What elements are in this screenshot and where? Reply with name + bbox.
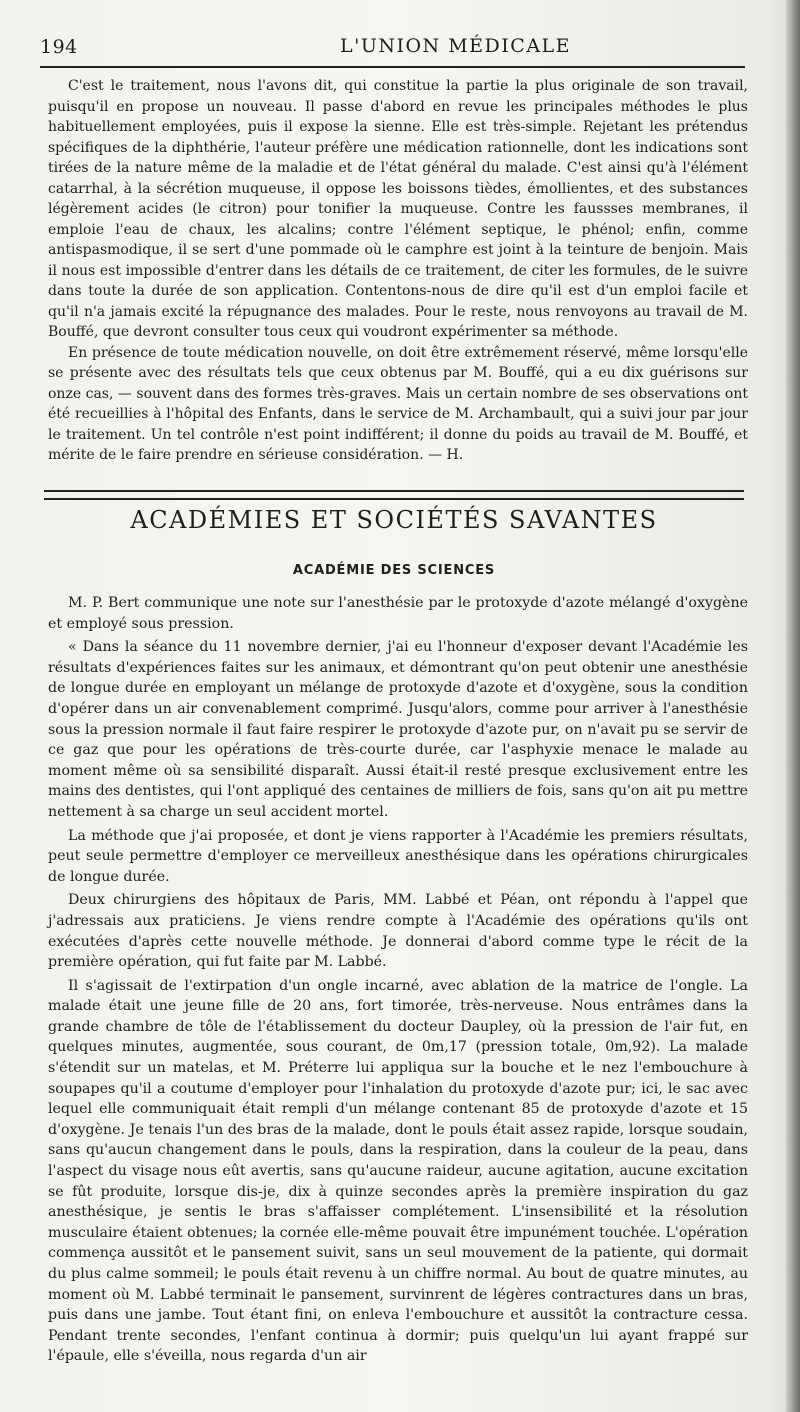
- page-binding-shadow: [786, 0, 800, 1412]
- review-paragraph: En présence de toute médication nouvelle, on doit être extrêmement réservé, même lorsqu'elle se présente avec des résultats tels que ceux obtenus par M. Bouffé, qui a eu dix guérisons sur onze cas, — souvent dans des formes très-graves. Mais un certain nombre de ses observations ont été recueillies à l'hôpital des Enfants, dans le service de M. Archambault, qui a suivi jour par jour le traitement. Un tel contrôle n'est point indifférent; il donne du poids au travail de M. Bouffé, et mérite de le faire prendre en sérieuse considération. — H.: [48, 344, 748, 463]
- academy-paragraph: M. P. Bert communique une note sur l'anesthésie par le protoxyde d'azote mélangé d'oxygène et employé sous pression.: [48, 595, 748, 632]
- header-rule: [40, 66, 745, 68]
- academy-paragraph: La méthode que j'ai proposée, et dont je viens rapporter à l'Académie les premiers résultats, peut seule permettre d'employer ce merveilleux anesthésique dans les opérations chirurgicales de longue durée.: [48, 827, 748, 885]
- academy-paragraph: Deux chirurgiens des hôpitaux de Paris, MM. Labbé et Péan, ont répondu à l'appel que j'adressais aux praticiens. Je viens rendre compte à l'Académie des opérations qu'ils ont exécutées d'après cette nouvelle méthode. Je donnerai d'abord comme type le récit de la première opération, qui fut faite par M. Labbé.: [48, 892, 748, 971]
- academy-paragraph: Il s'agissait de l'extirpation d'un ongle incarné, avec ablation de la matrice de l'ongle. La malade était une jeune fille de 20 ans, fort timorée, très-nerveuse. Nous entrâmes dans la grande chambre de tôle de l'établissement du docteur Daupley, où la pression de l'air fut, en quelques minutes, augmentée, sous courant, de 0m,17 (pression totale, 0m,92). La malade s'étendit sur un matelas, et M. Préterre lui appliqua sur la bouche et le nez l'embouchure à soupapes qu'il a coutume d'employer pour l'inhalation du protoxyde d'azote pur; ici, le sac avec lequel elle communiquait était rempli d'un mélange contenant 85 de protoxyde d'azote et 15 d'oxygène. Je tenais l'un des bras de la malade, dont le pouls était assez rapide, lorsque soudain, sans qu'aucun changement dans le pouls, dans la respiration, dans la couleur de la peau, dans l'aspect du visage nous eût avertis, sans qu'aucune raideur, aucune agitation, aucune excitation se fût produite, lorsque dis-je, dix à quinze secondes après la première inspiration du gaz anesthésique, je sentis le bras s'affaisser complétement. L'insensibilité et la résolution musculaire étaient obtenues; la cornée elle-même pouvait être impunément touchée. L'opération commença aussitôt et le pansement suivit, sans un seul mouvement de la patiente, qui dormait du plus calme sommeil; le pouls était revenu à un chiffre normal. Au bout de quatre minutes, au moment où M. Labbé terminait le pansement, survinrent de légères contractures dans un bras, puis dans une jambe. Tout étant fini, on enleva l'embouchure et aussitôt la contracture cessa. Pendant trente secondes, l'enfant continua à dormir; puis quelqu'un lui ayant frappé sur l'épaule, elle s'éveilla, nous regarda d'un air: [48, 977, 748, 1365]
- review-paragraph: C'est le traitement, nous l'avons dit, qui constitue la partie la plus originale de son travail, puisqu'il en propose un nouveau. Il passe d'abord en revue les principales méthodes le plus habituellement employées, puis il expose la sienne. Elle est très-simple. Rejetant les prétendus spécifiques de la diphthérie, l'auteur préfère une médication rationnelle, dont les indications sont tirées de la nature même de la maladie et de l'état général du malade. C'est ainsi qu'à l'élément catarrhal, à la sécrétion muqueuse, il oppose les boissons tièdes, émollientes, et des substances légèrement acides (le citron) pour tonifier la muqueuse. Contre les faussses membranes, il emploie l'eau de chaux, les alcalins; contre l'élément septique, le phénol; enfin, comme antispasmodique, il se sert d'une pommade où le camphre est joint à la teinture de benjoin. Mais il nous est impossible d'entrer dans les détails de ce traitement, de citer les formules, de le suivre dans toute la durée de son application. Contentons-nous de dire qu'il est d'un emploi facile et qu'il n'a jamais excité la répugnance des malades. Pour le reste, nous renvoyons au travail de M. Bouffé, que devront consulter tous ceux qui voudront expérimenter sa méthode.: [48, 78, 748, 340]
- running-head: L'UNION MÉDICALE: [340, 35, 572, 57]
- section-subtitle: ACADÉMIE DES SCIENCES: [292, 563, 496, 578]
- section-title: ACADÉMIES ET SOCIÉTÉS SAVANTES: [130, 506, 658, 534]
- academy-paragraph: « Dans la séance du 11 novembre dernier, j'ai eu l'honneur d'exposer devant l'Académie les résultats d'expériences faites sur les animaux, et démontrant qu'on peut obtenir une anesthésie de longue durée en employant un mélange de protoxyde d'azote et d'oxygène, sous la condition d'opérer dans un air convenablement comprimé. Jusqu'alors, comme pour arriver à l'anesthésie sous la pression normale il faut faire respirer le protoxyde d'azote pur, on n'avait pu se servir de ce gaz que pour les opérations de très-courte durée, car l'asphyxie menace le malade au moment même où sa sensibilité disparaît. Aussi était-il resté presque exclusivement entre les mains des dentistes, qui l'ont appliqué des centaines de milliers de fois, sans qu'on ait pu mettre nettement à sa charge un seul accident mortel.: [48, 639, 748, 820]
- page-number: 194: [40, 36, 78, 58]
- page-header: [40, 30, 750, 62]
- academy-text: [48, 593, 748, 1367]
- review-text: [48, 76, 748, 466]
- section-divider: [44, 490, 744, 500]
